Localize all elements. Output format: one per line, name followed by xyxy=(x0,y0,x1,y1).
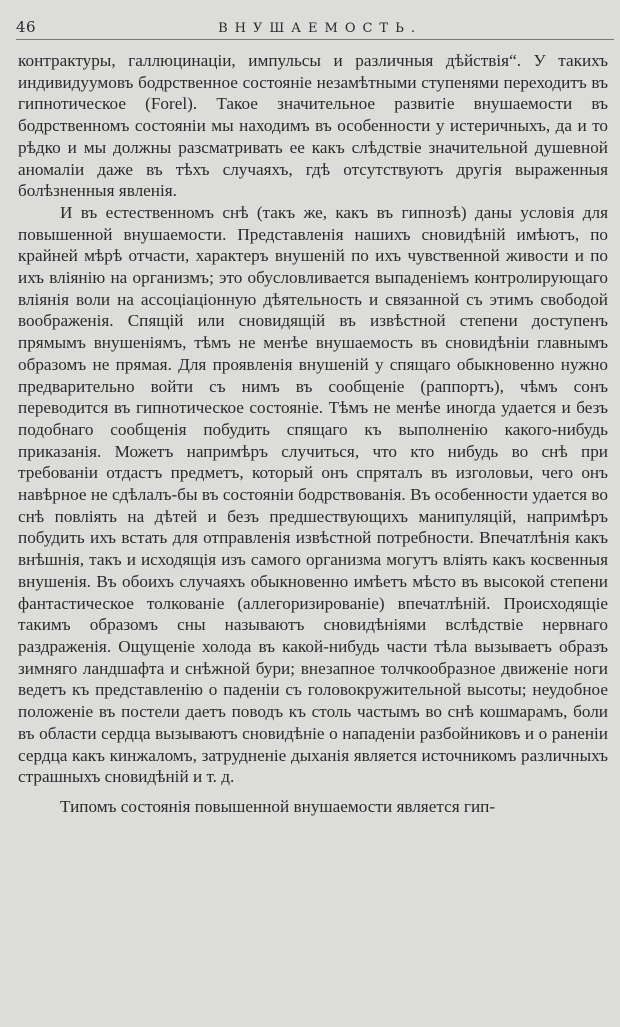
paragraph-natural-sleep: И въ естественномъ снѣ (такъ же, какъ въ гипнозѣ) даны условія для повышенной внушаемости. Представленія нашихъ сновидѣній имѣютъ, по крайней мѣрѣ отчасти, характеръ внушеній по ихъ чувственной живости и по ихъ вліянію на организмъ; это обусловливается выпаденіемъ контролирующаго вліянія воли на ассоціаціонную дѣятельность и связанной съ этимъ свободой воображенія. Спящій или сновидящій въ извѣстной степени доступенъ прямымъ внушеніямъ, тѣмъ не менѣе внушаемость въ сновидѣніи главнымъ образомъ не прямая. Для проявленія внушеній у спящаго обыкновенно нужно предварительно войти съ нимъ въ сообщеніе (раппортъ), чѣмъ сонъ переводится въ гипнотическое состояніе. Тѣмъ не менѣе иногда удается и безъ подобнаго сообщенія побудить спящаго къ выполненію какого-нибудь приказанія. Можетъ напримѣръ случиться, что кто нибудь во снѣ при требованіи отдастъ предметъ, который онъ спряталъ въ изголовьи, чего онъ навѣрное не сдѣлалъ-бы въ состояніи бодрствованія. Въ особенности удается во снѣ повліять на дѣтей и безъ предшествующихъ манипуляцій, напримѣръ побудить ихъ встать для отправленія извѣстной потребности. Впечатлѣнія какъ внѣшнія, такъ и исходящія изъ самого организма могутъ вліять какъ косвенныя внушенія. Въ обоихъ случаяхъ обыкновенно имѣетъ мѣсто въ высокой степени фантастическое толкованіе (аллегоризированіе) впечатлѣній. Происходящіе такимъ образомъ сны называютъ сновидѣніями вслѣдствіе нервнаго раздраженія. Ощущеніе холода въ какой-нибудь части тѣла вызываетъ образъ зимняго ландшафта и снѣжной бури; внезапное толчкообразное движеніе ноги ведетъ къ представленію о паденіи съ головокружительной высоты; неудобное положеніе въ постели даетъ поводъ къ столь частымъ во снѣ кошмарамъ, боли въ области сердца вызываютъ сновидѣніе о нападеніи разбойниковъ и о раненіи сердца какъ кинжаломъ, затрудненіе дыханія является источникомъ различныхъ страшныхъ сновидѣній и т. д. xyxy=(18,202,608,787)
page-header xyxy=(16,18,608,36)
running-title: ВНУШАЕМОСТЬ. xyxy=(218,21,422,36)
paragraph-continuation: контрактуры, галлюцинаціи, импульсы и различныя дѣйствія“. У такихъ индивидуумовъ бодрственное состояніе незамѣтными ступенями переходитъ въ гипнотическое (Forel). Такое значительное развитіе внушаемости въ бодрственномъ состояніи мы находимъ въ особенности у истеричныхъ, да и то рѣдко и мы должны разсматривать ее какъ слѣдствіе значительной душевной аномаліи даже въ тѣхъ случаяхъ, гдѣ отсутствуютъ другія выраженныя болѣзненныя явленія. xyxy=(18,51,608,201)
header-rule xyxy=(16,39,614,40)
body-text xyxy=(18,50,608,818)
paragraph-hypnosis-start: Типомъ состоянія повышенной внушаемости является гип- xyxy=(60,796,496,816)
page-number: 46 xyxy=(16,18,37,36)
